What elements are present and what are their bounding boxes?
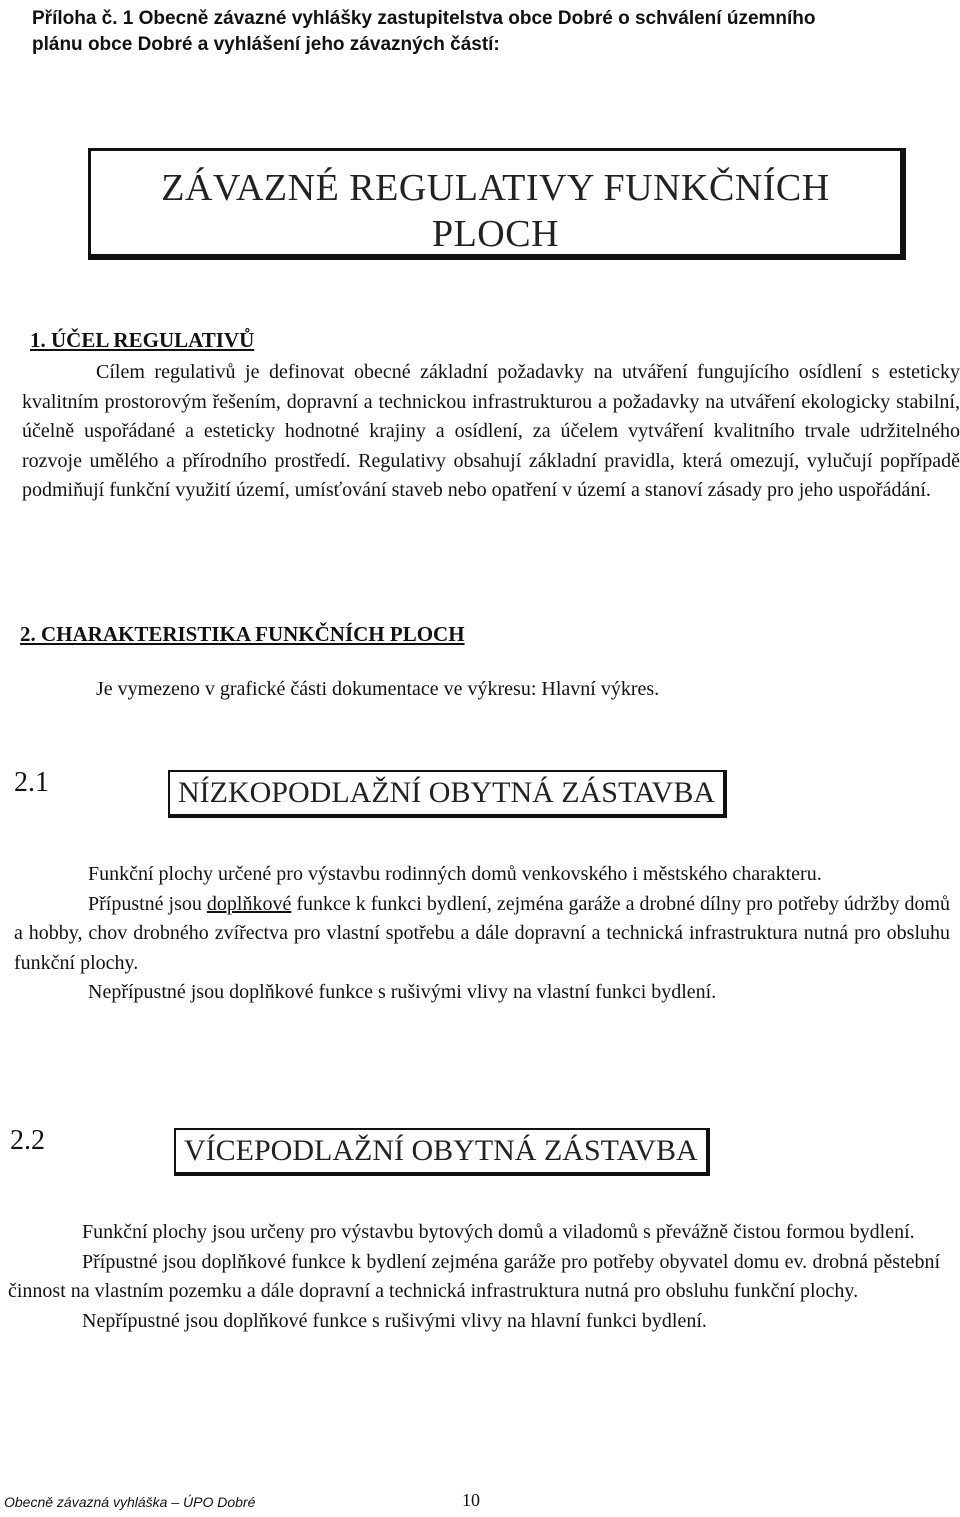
section-2-1-title: NÍZKOPODLAŽNÍ OBYTNÁ ZÁSTAVBA (168, 770, 727, 818)
footer-document-name: Obecně závazná vyhláška – ÚPO Dobré (4, 1494, 256, 1510)
section-2-2-paragraph-3: Nepřípustné jsou doplňkové funkce s rušivými vlivy na hlavní funkci bydlení. (82, 1309, 707, 1332)
section-2-2-paragraph-2: Přípustné jsou doplňkové funkce k bydlení zejména garáže pro potřeby obyvatel domu ev. drobná pěstební činnost na vlastním pozemku a dále dopravní a technická infrastruktura nutná pro obsluhu funkční plochy. (8, 1250, 940, 1302)
header-line-2: plánu obce Dobré a vyhlášení jeho závazných částí: (32, 34, 500, 55)
main-title-line-1: ZÁVAZNÉ REGULATIVY FUNKČNÍCH (161, 167, 830, 209)
section-2-1-paragraph-3: Nepřípustné jsou doplňkové funkce s rušivými vlivy na vlastní funkci bydlení. (88, 981, 717, 1003)
p2-lead: Přípustné jsou (88, 892, 207, 915)
footer-page-number: 10 (462, 1490, 480, 1510)
section-2-1-paragraph-1: Funkční plochy určené pro výstavbu rodinných domů venkovského i městského charakteru. (88, 863, 822, 885)
section-1-text: Cílem regulativů je definovat obecné základní požadavky na utváření fungujícího osídlení s esteticky kvalitním prostorovým řešením, dopravní a technickou infrastrukturou a požadavky na utváření ekologicky stabilní, účelně uspořádané a esteticky hodnotné krajiny a osídlení, za účelem vytváření kvalitního trvale udržitelného rozvoje umělého a přírodního prostředí. Regulativy obsahují základní pravidla, která omezují, vylučují popřípadě podmiňují funkční využití území, umísťování staveb nebo opatření v území a stanoví zásady pro jeho uspořádání. (22, 361, 960, 501)
section-1-heading: 1. ÚČEL REGULATIVŮ (30, 328, 255, 352)
p2-underlined-word: doplňkové (206, 892, 292, 915)
section-2-2-paragraph-1: Funkční plochy jsou určeny pro výstavbu bytových domů a viladomů s převážně čistou formou bydlení. (82, 1221, 915, 1243)
section-2-1-body (14, 860, 950, 1008)
main-title-box (88, 148, 906, 260)
section-2-2-body (8, 1218, 940, 1336)
section-2-1-paragraph-2 (14, 890, 950, 979)
section-2-1-number: 2.1 (14, 767, 49, 798)
section-2-heading: 2. CHARAKTERISTIKA FUNKČNÍCH PLOCH (20, 622, 465, 646)
section-2-2-number: 2.2 (10, 1125, 45, 1156)
p2-rest: funkce k funkci bydlení, zejména garáže a drobné dílny pro potřeby údržby domů a hobby, chov drobného zvířectva pro vlastní spotřebu a dále dopravní a technická infrastruktura nutná pro obsluhu funkční plochy. (14, 892, 951, 974)
main-title-line-2: PLOCH (431, 213, 560, 255)
header-line-1: Příloha č. 1 Obecně závazné vyhlášky zastupitelstva obce Dobré o schválení územního (32, 8, 816, 29)
document-header (32, 6, 932, 58)
section-2-2-title: VÍCEPODLAŽNÍ OBYTNÁ ZÁSTAVBA (174, 1128, 710, 1176)
section-2-text: Je vymezeno v grafické části dokumentace ve výkresu: Hlavní výkres. (96, 678, 660, 700)
